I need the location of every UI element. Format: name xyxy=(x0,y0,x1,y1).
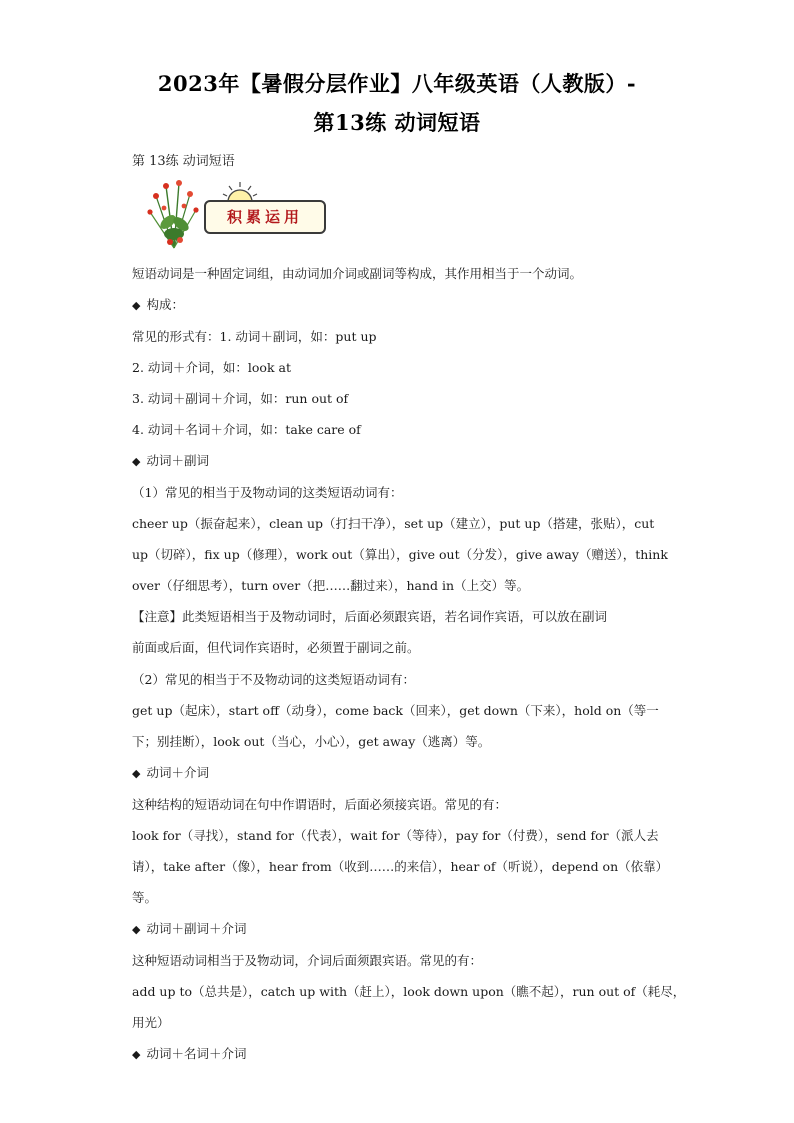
subsection-2-line-2: 下；别挂断），look out（当心，小心），get away（逃离）等。 xyxy=(132,734,491,749)
subsection-1-line-3: over（仔细思考），turn over（把……翻过来），hand in（上交）等。 xyxy=(132,578,530,593)
subsection-2-line-1: get up（起床），start off（动身），come back（回来），get down（下来），hold on（等一 xyxy=(132,703,659,718)
document-subtitle: 第 13练 动词短语 xyxy=(132,154,235,169)
intro-paragraph: 短语动词是一种固定词组，由动词加介词或副词等构成，其作用相当于一个动词。 xyxy=(132,266,583,281)
verb-prep-intro: 这种结构的短语动词在句中作谓语时，后面必须接宾语。常见的有： xyxy=(132,797,508,812)
verb-adv-prep-line-2: 用光） xyxy=(132,1015,170,1030)
verb-prep-line-3: 等。 xyxy=(132,890,158,905)
section-banner xyxy=(144,178,344,252)
note-line-2: 前面或后面，但代词作宾语时，必须置于副词之前。 xyxy=(132,640,420,655)
verb-prep-line-1: look for（寻找），stand for（代表），wait for（等待），pay for（付费），send for（派人去 xyxy=(132,828,659,843)
black-diamond-icon: ◆ xyxy=(132,923,141,936)
subsection-2-title: （2）常见的相当于不及物动词的这类短语动词有： xyxy=(132,672,415,687)
forms-line-4: 4. 动词＋名词＋介词，如：take care of xyxy=(132,422,361,437)
bullet-heading-composition: ◆ 构成： xyxy=(132,297,184,312)
bullet-heading-verb-adverb: ◆ 动词＋副词 xyxy=(132,453,209,468)
document-title-line1: 2023年【暑假分层作业】八年级英语（人教版）- xyxy=(157,71,637,96)
subsection-1-line-1: cheer up（振奋起来），clean up（打扫干净），set up（建立），put up（搭建，张贴），cut xyxy=(132,516,655,531)
verb-adv-prep-intro: 这种短语动词相当于及物动词，介词后面须跟宾语。常见的有： xyxy=(132,953,483,968)
verb-adv-prep-line-1: add up to（总共是），catch up with（赶上），look down upon（瞧不起），run out of（耗尽， xyxy=(132,984,686,999)
forms-line-2: 2. 动词＋介词，如：look at xyxy=(132,360,291,375)
banner-label: 积累运用 xyxy=(226,208,303,226)
forms-line-1: 常见的形式有：1. 动词＋副词，如：put up xyxy=(132,329,377,344)
note-line-1: 【注意】此类短语相当于及物动词时，后面必须跟宾语，若名词作宾语，可以放在副词 xyxy=(132,609,608,624)
subsection-1-title: （1）常见的相当于及物动词的这类短语动词有： xyxy=(132,485,403,500)
subsection-1-line-2: up（切碎），fix up（修理），work out（算出），give out（分发），give away（赠送），think xyxy=(132,547,668,562)
bullet-heading-verb-adverb-preposition: ◆ 动词＋副词＋介词 xyxy=(132,921,247,936)
black-diamond-icon: ◆ xyxy=(132,767,141,780)
black-diamond-icon: ◆ xyxy=(132,455,141,468)
black-diamond-icon: ◆ xyxy=(132,1048,141,1061)
bullet-heading-verb-preposition: ◆ 动词＋介词 xyxy=(132,765,209,780)
verb-prep-line-2: 请），take after（像），hear from（收到……的来信），hear of（听说），depend on（依靠） xyxy=(132,859,669,874)
flower-plant-icon xyxy=(144,178,204,252)
bullet-heading-verb-noun-preposition: ◆ 动词＋名词＋介词 xyxy=(132,1046,247,1061)
document-title-line2: 第13练 动词短语 xyxy=(313,110,481,135)
forms-line-3: 3. 动词＋副词＋介词，如：run out of xyxy=(132,391,349,406)
black-diamond-icon: ◆ xyxy=(132,299,141,312)
